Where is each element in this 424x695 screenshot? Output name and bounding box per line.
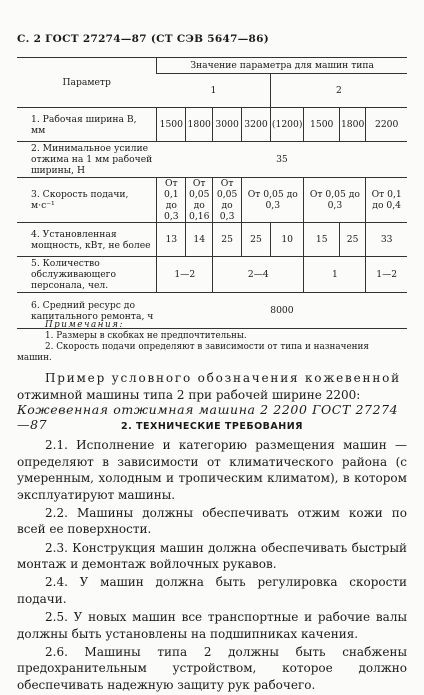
param-cell: 4. Установленная мощность, кВт, не более [17,223,157,257]
table-row [17,108,407,142]
example-designation: Кожевенная отжимная машина 2 2200 ГОСТ 27274—87 [17,402,399,432]
value-cell: 3000 [213,108,242,142]
param-cell: 5. Количество обслуживающего персонала, чел. [17,257,157,293]
paragraph-2-5: 2.5. У новых машин все транспортные и рабочие валы должны быть установлены на подшипниках качения. [17,610,407,641]
example-line-2: отжимной машины типа 2 при рабочей ширине 2200: [17,387,361,402]
parameters-table [17,57,407,329]
value-cell: От 0,05 до 0,3 [242,178,304,223]
value-cell: 15 [304,223,339,257]
value-column-header: Значение параметра для машин типа [157,58,407,74]
value-cell: 1800 [186,108,213,142]
value-cell: 1—2 [366,257,407,293]
value-cell: 13 [157,223,186,257]
value-cell: 2—4 [213,257,304,293]
param-cell: 2. Минимальное усилие отжима на 1 мм рабочей ширины, Н [17,142,157,178]
value-cell: 1800 [339,108,365,142]
value-cell: (1200) [270,108,304,142]
value-cell: 1500 [304,108,339,142]
value-cell: 8000 [157,293,407,329]
paragraph-2-4: 2.4. У машин должна быть регулировка скорости подачи. [17,575,407,606]
value-cell: 2200 [366,108,407,142]
table-row [17,223,407,257]
value-cell: 25 [242,223,271,257]
value-cell: 14 [186,223,213,257]
note-2-continuation: машин. [17,353,52,363]
value-cell: 1 [304,257,366,293]
notes-title: Примечания: [45,320,124,330]
example-line-1: Пример условного обозначения кожевенной [45,371,401,385]
value-cell: 3200 [242,108,271,142]
param-cell: 6. Средний ресурс до капитального ремонта, ч [17,293,157,329]
value-cell: От 0,1 до 0,4 [366,178,407,223]
value-cell: От 0,1 до 0,3 [157,178,186,223]
value-cell: От 0,05 до 0,16 [186,178,213,223]
param-cell: 1. Рабочая ширина B, мм [17,108,157,142]
section-title: 2. ТЕХНИЧЕСКИЕ ТРЕБОВАНИЯ [121,421,303,432]
value-cell: От 0,05 до 0,3 [213,178,242,223]
page-header: С. 2 ГОСТ 27274—87 (СТ СЭВ 5647—86) [17,33,269,45]
type-2-header: 2 [270,74,407,108]
note-2: 2. Скорость подачи определяют в зависимости от типа и назначения [45,342,369,352]
value-cell: 1—2 [157,257,213,293]
paragraph-2-1: 2.1. Исполнение и категорию размещения машин — определяют в зависимости от климатического района (с умеренным, холодным и тропическим климатом), в котором эксплуатируют машины. [17,438,407,502]
table-row [17,142,407,178]
value-cell: 1500 [157,108,186,142]
param-column-header: Параметр [17,58,157,108]
value-cell: 35 [157,142,407,178]
paragraph-2-3: 2.3. Конструкция машин должна обеспечивать быстрый монтаж и демонтаж войлочных рукавов. [17,540,407,572]
param-cell: 3. Скорость подачи, м·с⁻¹ [17,178,157,223]
note-1: 1. Размеры в скобках не предпочтительны. [45,331,247,341]
table-row [17,257,407,293]
example-block [17,370,407,403]
value-cell: 10 [270,223,304,257]
value-cell: 25 [213,223,242,257]
paragraph-2-6: 2.6. Машины типа 2 должны быть снабжены предохранительным устройством, которое должно обеспечивать надежную защиту рук рабочего. [17,644,407,692]
table-row [17,178,407,223]
paragraph-2-2: 2.2. Машины должны обеспечивать отжим кожи по всей ее поверхности. [17,505,407,537]
value-cell: От 0,05 до 0,3 [304,178,366,223]
type-1-header: 1 [157,74,271,108]
table-notes [17,320,407,364]
value-cell: 25 [339,223,365,257]
section-body [17,437,407,695]
value-cell: 33 [366,223,407,257]
